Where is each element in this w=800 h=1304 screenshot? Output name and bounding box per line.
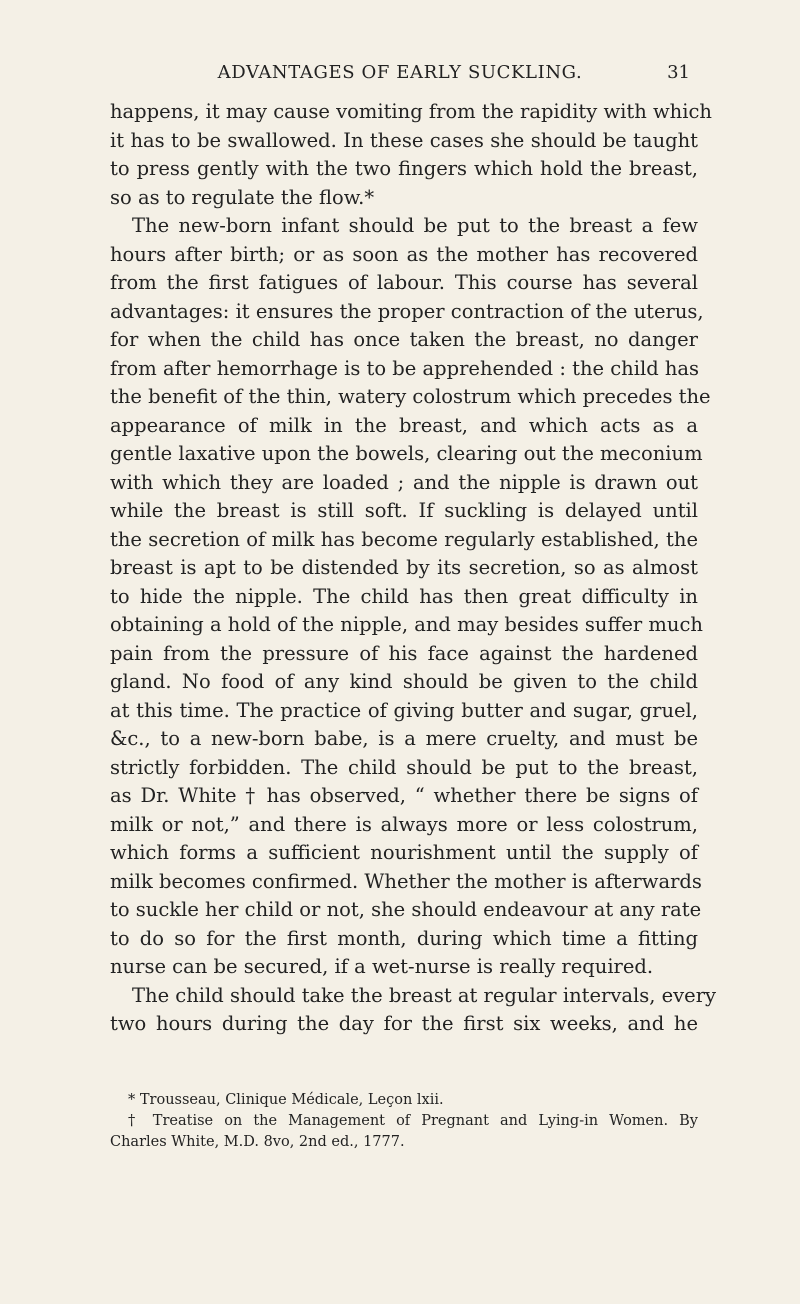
text-line: to do so for the first month, during which time a fitting <box>110 926 698 950</box>
text-line: The new-born infant should be put to the breast a few <box>132 214 698 237</box>
text-line: the secretion of milk has become regularly established, the <box>110 527 698 551</box>
running-head <box>110 62 690 84</box>
text-line: milk or not,” and there is always more or less colostrum, <box>110 812 698 836</box>
text-line: gland. No food of any kind should be given to the child <box>110 670 698 693</box>
text-line: strictly forbidden. The child should be put to the breast, <box>110 755 698 779</box>
text-line: so as to regulate the flow.* <box>110 185 375 209</box>
text-line: to suckle her child or not, she should endeavour at any rate <box>110 898 702 921</box>
text-line: at this time. The practice of giving butter and sugar, gruel, <box>110 698 698 722</box>
text-line: it has to be swallowed. In these cases she should be taught <box>110 128 698 152</box>
footnote: † Treatise on the Management of Pregnant and Lying-in Women. By <box>128 1113 698 1129</box>
text-line: obtaining a hold of the nipple, and may besides suffer much <box>110 613 703 636</box>
text-line: happens, it may cause vomiting from the rapidity with which <box>110 100 712 123</box>
text-line: to hide the nipple. The child has then great difficulty in <box>110 584 698 608</box>
text-line: with which they are loaded ; and the nipple is drawn out <box>110 470 698 494</box>
text-line: The child should take the breast at regular intervals, every <box>132 983 717 1007</box>
text-line: as Dr. White † has observed, “ whether there be signs of <box>110 784 698 807</box>
text-line: nurse can be secured, if a wet-nurse is really required. <box>110 955 654 978</box>
running-title: ADVANTAGES OF EARLY SUCKLING. <box>217 62 583 83</box>
text-line: pain from the pressure of his face against the hardened <box>110 641 698 665</box>
text-line: the benefit of the thin, watery colostrum which precedes the <box>110 385 711 408</box>
footnote-continuation: Charles White, M.D. 8vo, 2nd ed., 1777. <box>110 1134 405 1150</box>
text-line: for when the child has once taken the breast, no danger <box>110 328 698 351</box>
text-line: to press gently with the two fingers which hold the breast, <box>110 157 698 180</box>
text-line: gentle laxative upon the bowels, clearing out the meconium <box>110 442 703 465</box>
text-line: from after hemorrhage is to be apprehended : the child has <box>110 356 700 380</box>
text-line: milk becomes confirmed. Whether the mother is afterwards <box>110 869 702 893</box>
text-line: two hours during the day for the first six weeks, and he <box>110 1012 698 1035</box>
text-line: which forms a sufficient nourishment until the supply of <box>110 841 698 864</box>
text-line: hours after birth; or as soon as the mother has recovered <box>110 242 698 266</box>
text-line: &c., to a new-born babe, is a mere cruelty, and must be <box>110 727 698 750</box>
text-line: appearance of milk in the breast, and which acts as a <box>110 413 698 437</box>
text-line: advantages: it ensures the proper contraction of the uterus, <box>110 299 704 323</box>
text-line: while the breast is still soft. If suckling is delayed until <box>110 499 698 522</box>
text-line: breast is apt to be distended by its secretion, so as almost <box>110 556 698 579</box>
text-line: from the first fatigues of labour. This course has several <box>110 271 698 294</box>
footnotes <box>110 1090 698 1153</box>
footnote: * Trousseau, Clinique Médicale, Leçon lxii. <box>128 1092 444 1108</box>
page-number: 31 <box>667 62 690 83</box>
body-text <box>110 98 717 1039</box>
